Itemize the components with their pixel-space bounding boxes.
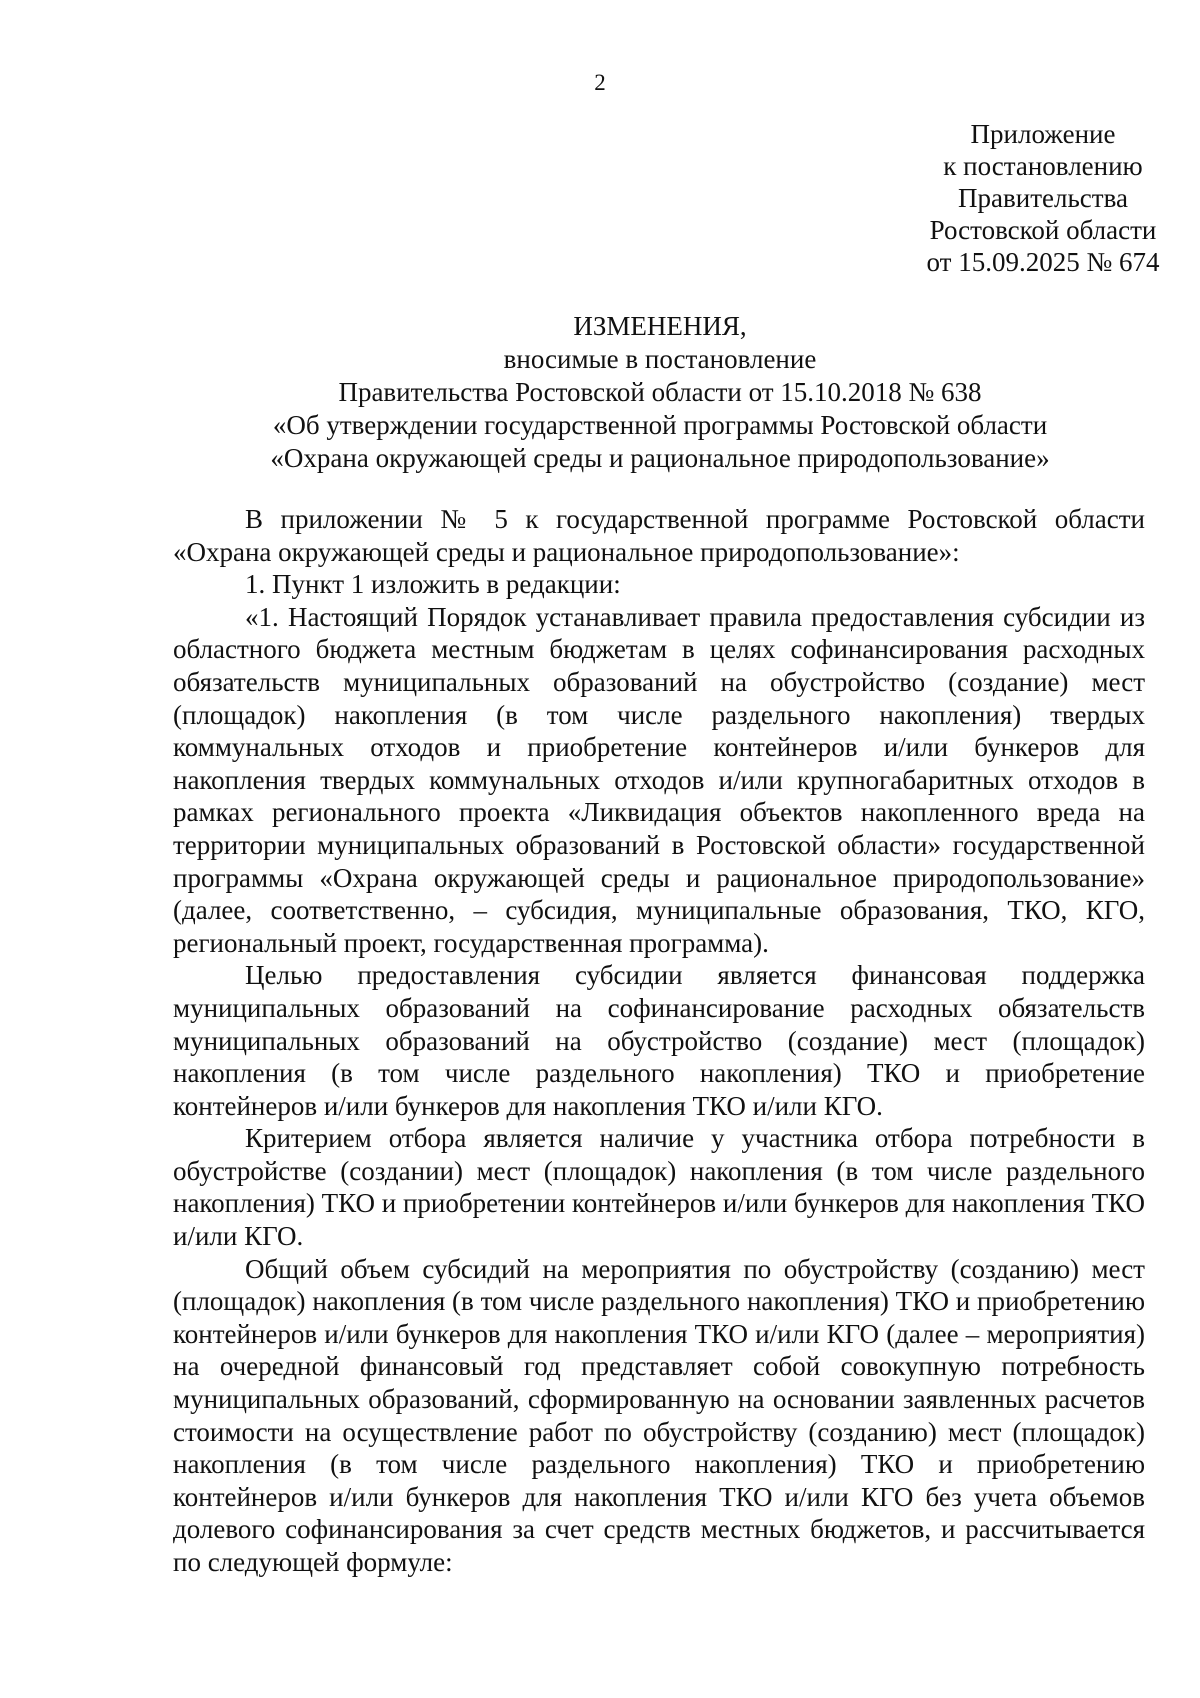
heading-line: вносимые в постановление: [503, 344, 817, 374]
appendix-line: к постановлению: [943, 151, 1143, 181]
heading-line: Правительства Ростовской области от 15.10.2018 № 638: [338, 377, 982, 407]
body-paragraph: В приложении № 5 к государственной программе Ростовской области «Охрана окружающей среды и рациональное природопользование»:: [173, 504, 1145, 567]
body-paragraph: Целью предоставления субсидии является финансовая поддержка муниципальных образований на софинансирование расходных обязательств муниципальных образований на обустройство (создание) мест (площадок) накопления (в том числе раздельного накопления) ТКО и приобретение контейнеров и/или бункеров для накопления ТКО и/или КГО.: [173, 960, 1145, 1121]
appendix-block: [848, 118, 1200, 278]
body-paragraph: 1. Пункт 1 изложить в редакции:: [245, 569, 621, 600]
heading-line: «Об утверждении государственной программы Ростовской области: [272, 410, 1048, 440]
appendix-line: Правительства: [958, 183, 1128, 213]
body-paragraph: Общий объем субсидий на мероприятия по обустройству (созданию) мест (площадок) накопления (в том числе раздельного накопления) ТКО и приобретению контейнеров и/или бункеров для накопления ТКО и/или КГО (далее – мероприятия) на очередной финансовый год представляет собой совокупную потребность муниципальных образований, сформированную на основании заявленных расчетов стоимости на осуществление работ по обустройству (созданию) мест (площадок) накопления (в том числе раздельного накопления) ТКО и приобретению контейнеров и/или бункеров для накопления ТКО и/или КГО без учета объемов долевого софинансирования за счет средств местных бюджетов, и рассчитывается по следующей формуле:: [173, 1253, 1145, 1577]
document-heading: [110, 310, 1200, 475]
body-paragraph: «1. Настоящий Порядок устанавливает правила предоставления субсидии из областного бюджета местным бюджетам в целях софинансирования расходных обязательств муниципальных образований на обустройство (создание) мест (площадок) накопления (в том числе раздельного накопления) твердых коммунальных отходов и приобретение контейнеров и/или бункеров для накопления твердых коммунальных отходов и/или крупногабаритных отходов в рамках регионального проекта «Ликвидация объектов накопленного вреда на территории муниципальных образований в Ростовской области» государственной программы «Охрана окружающей среды и рациональное природопользование» (далее, соответственно, – субсидия, муниципальные образования, ТКО, КГО, региональный проект, государственная программа).: [173, 601, 1145, 958]
heading-line: «Охрана окружающей среды и рациональное природопользование»: [270, 443, 1050, 473]
appendix-line: Приложение: [970, 119, 1116, 149]
appendix-line: от 15.09.2025 № 674: [926, 247, 1160, 277]
document-body: [173, 503, 1145, 1579]
heading-title: ИЗМЕНЕНИЯ,: [573, 311, 747, 341]
body-paragraph: Критерием отбора является наличие у участника отбора потребности в обустройстве (создании) мест (площадок) накопления (в том числе раздельного накопления) ТКО и приобретении контейнеров и/или бункеров для накопления ТКО и/или КГО.: [173, 1123, 1145, 1252]
page-number: 2: [594, 70, 606, 95]
appendix-line: Ростовской области: [929, 215, 1157, 245]
